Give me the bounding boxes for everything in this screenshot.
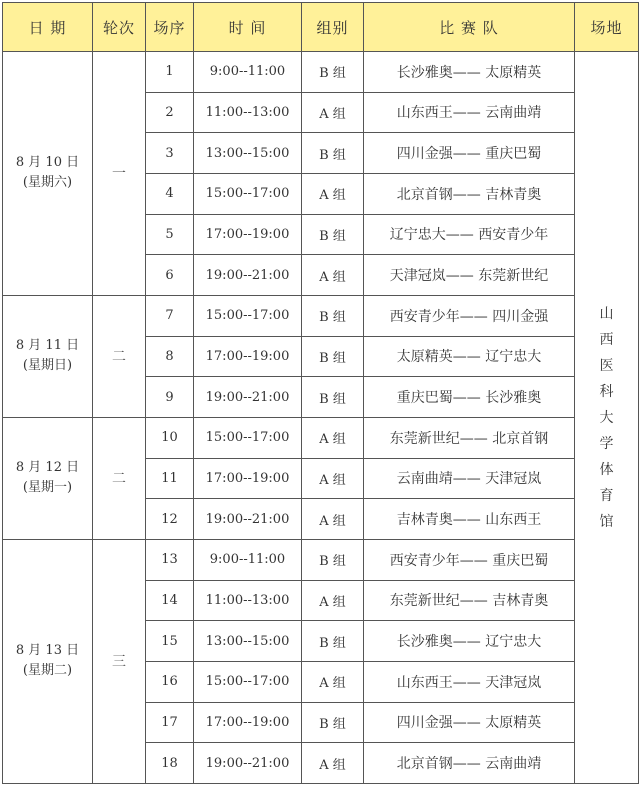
order-cell: 12 <box>146 499 194 540</box>
teams-cell: 东莞新世纪—— 北京首钢 <box>364 417 575 458</box>
header-row <box>3 3 639 52</box>
header-group: 组别 <box>302 3 364 52</box>
weekday-text: (星期一) <box>22 480 73 496</box>
venue-char: 西 <box>599 331 614 348</box>
order-cell: 3 <box>146 133 194 174</box>
time-cell: 19:00--21:00 <box>194 499 302 540</box>
venue-cell <box>575 52 639 784</box>
date-cell <box>3 52 93 296</box>
time-cell: 17:00--19:00 <box>194 336 302 377</box>
group-cell: B 组 <box>302 52 364 93</box>
order-cell: 5 <box>146 214 194 255</box>
table-row <box>3 52 639 93</box>
order-cell: 10 <box>146 417 194 458</box>
time-cell: 19:00--21:00 <box>194 255 302 296</box>
round-cell: 一 <box>93 52 146 296</box>
date-cell <box>3 539 93 783</box>
time-cell: 19:00--21:00 <box>194 377 302 418</box>
group-cell: A 组 <box>302 458 364 499</box>
teams-cell: 长沙雅奥—— 辽宁忠大 <box>364 621 575 662</box>
date-text: 8 月 10 日 <box>15 155 80 171</box>
teams-cell: 四川金强—— 重庆巴蜀 <box>364 133 575 174</box>
group-cell: B 组 <box>302 214 364 255</box>
venue-char: 科 <box>599 383 614 400</box>
date-cell <box>3 417 93 539</box>
group-cell: A 组 <box>302 92 364 133</box>
teams-cell: 辽宁忠大—— 西安青少年 <box>364 214 575 255</box>
time-cell: 15:00--17:00 <box>194 295 302 336</box>
time-cell: 9:00--11:00 <box>194 539 302 580</box>
teams-cell: 长沙雅奥—— 太原精英 <box>364 52 575 93</box>
group-cell: A 组 <box>302 743 364 784</box>
venue-char: 学 <box>599 435 614 452</box>
teams-cell: 山东西王—— 天津冠岚 <box>364 661 575 702</box>
order-cell: 8 <box>146 336 194 377</box>
teams-cell: 云南曲靖—— 天津冠岚 <box>364 458 575 499</box>
group-cell: B 组 <box>302 377 364 418</box>
group-cell: B 组 <box>302 539 364 580</box>
time-cell: 17:00--19:00 <box>194 702 302 743</box>
group-cell: A 组 <box>302 661 364 702</box>
order-cell: 11 <box>146 458 194 499</box>
order-cell: 14 <box>146 580 194 621</box>
teams-cell: 北京首钢—— 云南曲靖 <box>364 743 575 784</box>
order-cell: 7 <box>146 295 194 336</box>
time-cell: 9:00--11:00 <box>194 52 302 93</box>
time-cell: 13:00--15:00 <box>194 133 302 174</box>
round-cell: 三 <box>93 539 146 783</box>
time-cell: 11:00--13:00 <box>194 580 302 621</box>
time-cell: 15:00--17:00 <box>194 173 302 214</box>
teams-cell: 太原精英—— 辽宁忠大 <box>364 336 575 377</box>
date-text: 8 月 13 日 <box>15 643 80 659</box>
order-cell: 4 <box>146 173 194 214</box>
date-text: 8 月 11 日 <box>15 338 80 354</box>
header-teams: 比 赛 队 <box>364 3 575 52</box>
header-time: 时 间 <box>194 3 302 52</box>
venue-char: 医 <box>599 357 614 374</box>
time-cell: 13:00--15:00 <box>194 621 302 662</box>
group-cell: A 组 <box>302 417 364 458</box>
order-cell: 13 <box>146 539 194 580</box>
order-cell: 17 <box>146 702 194 743</box>
group-cell: B 组 <box>302 621 364 662</box>
order-cell: 18 <box>146 743 194 784</box>
group-cell: B 组 <box>302 336 364 377</box>
venue-char: 体 <box>599 461 614 478</box>
header-date: 日 期 <box>3 3 93 52</box>
teams-cell: 西安青少年—— 四川金强 <box>364 295 575 336</box>
weekday-text: (星期二) <box>22 663 73 679</box>
teams-cell: 天津冠岚—— 东莞新世纪 <box>364 255 575 296</box>
order-cell: 2 <box>146 92 194 133</box>
time-cell: 19:00--21:00 <box>194 743 302 784</box>
table-row <box>3 295 639 336</box>
header-order: 场序 <box>146 3 194 52</box>
table-row <box>3 539 639 580</box>
teams-cell: 重庆巴蜀—— 长沙雅奥 <box>364 377 575 418</box>
header-round: 轮次 <box>93 3 146 52</box>
group-cell: A 组 <box>302 173 364 214</box>
time-cell: 11:00--13:00 <box>194 92 302 133</box>
teams-cell: 山东西王—— 云南曲靖 <box>364 92 575 133</box>
round-cell: 二 <box>93 417 146 539</box>
date-cell <box>3 295 93 417</box>
teams-cell: 北京首钢—— 吉林青奥 <box>364 173 575 214</box>
weekday-text: (星期日) <box>22 358 73 374</box>
order-cell: 9 <box>146 377 194 418</box>
header-venue: 场地 <box>575 3 639 52</box>
time-cell: 17:00--19:00 <box>194 214 302 255</box>
schedule-body <box>3 52 639 784</box>
venue-char: 山 <box>599 305 614 322</box>
order-cell: 1 <box>146 52 194 93</box>
time-cell: 17:00--19:00 <box>194 458 302 499</box>
time-cell: 15:00--17:00 <box>194 661 302 702</box>
venue-char: 育 <box>599 487 614 504</box>
weekday-text: (星期六) <box>22 175 73 191</box>
order-cell: 15 <box>146 621 194 662</box>
table-row <box>3 417 639 458</box>
group-cell: A 组 <box>302 255 364 296</box>
teams-cell: 西安青少年—— 重庆巴蜀 <box>364 539 575 580</box>
group-cell: B 组 <box>302 133 364 174</box>
order-cell: 16 <box>146 661 194 702</box>
teams-cell: 吉林青奥—— 山东西王 <box>364 499 575 540</box>
group-cell: B 组 <box>302 295 364 336</box>
group-cell: A 组 <box>302 580 364 621</box>
group-cell: B 组 <box>302 702 364 743</box>
venue-char: 大 <box>599 409 614 426</box>
schedule-table <box>2 2 639 784</box>
group-cell: A 组 <box>302 499 364 540</box>
order-cell: 6 <box>146 255 194 296</box>
round-cell: 二 <box>93 295 146 417</box>
date-text: 8 月 12 日 <box>15 460 80 476</box>
venue-char: 馆 <box>599 513 614 530</box>
time-cell: 15:00--17:00 <box>194 417 302 458</box>
teams-cell: 四川金强—— 太原精英 <box>364 702 575 743</box>
teams-cell: 东莞新世纪—— 吉林青奥 <box>364 580 575 621</box>
